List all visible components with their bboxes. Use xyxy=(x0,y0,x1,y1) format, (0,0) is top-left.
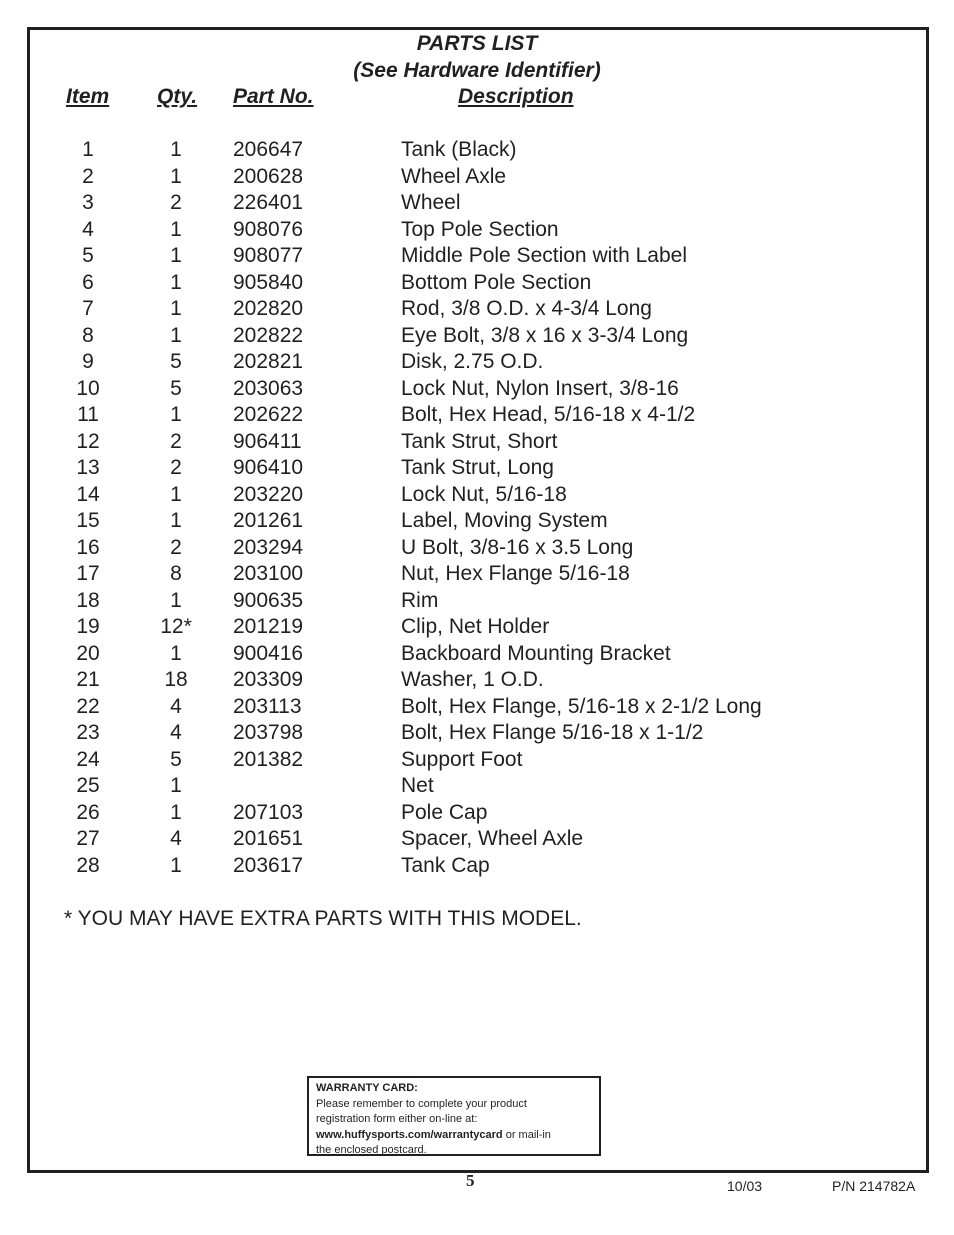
header-qty: Qty. xyxy=(157,85,198,108)
extra-parts-note: * YOU MAY HAVE EXTRA PARTS WITH THIS MODEL. xyxy=(64,907,582,930)
quantity: 1 xyxy=(170,588,182,612)
warranty-url-link[interactable]: www.huffysports.com/warrantycard xyxy=(316,1128,503,1141)
item-number: 6 xyxy=(82,270,94,294)
table-row xyxy=(0,271,954,298)
quantity: 1 xyxy=(170,270,182,294)
header-item: Item xyxy=(66,85,110,108)
item-number: 11 xyxy=(77,403,99,426)
part-number: 201219 xyxy=(233,615,304,638)
description: Wheel Axle xyxy=(401,164,507,188)
item-number: 12 xyxy=(76,429,100,453)
description: Tank (Black) xyxy=(401,138,517,161)
item-number: 21 xyxy=(76,668,100,691)
page-subtitle: (See Hardware Identifier) xyxy=(353,59,601,82)
quantity: 1 xyxy=(170,641,182,665)
page-number: 5 xyxy=(466,1171,475,1190)
table-row xyxy=(0,218,954,245)
description: Label, Moving System xyxy=(401,509,608,532)
part-number: 203113 xyxy=(233,694,302,718)
document-part-number: P/N 214782A xyxy=(832,1178,916,1194)
description: Bolt, Hex Flange 5/16-18 x 1-1/2 xyxy=(401,721,704,744)
description: Wheel xyxy=(401,191,461,214)
table-row xyxy=(0,430,954,457)
table-row xyxy=(0,668,954,695)
quantity: 1 xyxy=(170,138,182,161)
description: Nut, Hex Flange 5/16-18 xyxy=(401,562,630,585)
item-number: 4 xyxy=(82,217,94,241)
table-row xyxy=(0,854,954,881)
warranty-line-4: the enclosed postcard. xyxy=(316,1144,427,1156)
part-number: 905840 xyxy=(233,270,304,294)
part-number: 201651 xyxy=(233,827,304,850)
item-number: 24 xyxy=(76,747,100,771)
revision-date: 10/03 xyxy=(727,1178,763,1194)
description: U Bolt, 3/8-16 x 3.5 Long xyxy=(401,535,634,559)
header-part-no: Part No. xyxy=(233,85,314,108)
table-row xyxy=(0,774,954,801)
table-row xyxy=(0,509,954,536)
part-number: 906411 xyxy=(233,429,302,453)
quantity: 1 xyxy=(170,482,182,506)
warranty-line-1: Please remember to complete your product xyxy=(316,1097,527,1110)
part-number: 202822 xyxy=(233,323,304,347)
table-row xyxy=(0,801,954,828)
item-number: 13 xyxy=(76,456,100,479)
quantity: 1 xyxy=(170,164,182,188)
description: Backboard Mounting Bracket xyxy=(401,641,671,665)
table-row xyxy=(0,350,954,377)
table-row xyxy=(0,483,954,510)
part-number: 202821 xyxy=(233,350,304,373)
description: Tank Cap xyxy=(401,853,490,877)
part-number: 906410 xyxy=(233,456,304,479)
table-row xyxy=(0,403,954,430)
quantity: 2 xyxy=(170,456,182,479)
description: Eye Bolt, 3/8 x 16 x 3-3/4 Long xyxy=(401,323,689,347)
warranty-line-2: registration form either on-line at: xyxy=(316,1113,478,1125)
quantity: 2 xyxy=(170,191,182,214)
item-number: 2 xyxy=(82,164,94,188)
table-row xyxy=(0,642,954,669)
item-number: 26 xyxy=(76,800,100,824)
item-number: 9 xyxy=(82,350,94,373)
quantity: 2 xyxy=(170,535,182,559)
description: Net xyxy=(401,774,434,797)
quantity: 8 xyxy=(170,562,182,585)
part-number: 200628 xyxy=(233,164,304,188)
table-row xyxy=(0,827,954,854)
description: Tank Strut, Long xyxy=(401,456,554,479)
warranty-card-box xyxy=(307,1076,601,1156)
quantity: 1 xyxy=(170,244,182,267)
part-number: 908077 xyxy=(233,244,304,267)
table-row xyxy=(0,138,954,165)
description: Clip, Net Holder xyxy=(401,615,550,638)
part-number: 207103 xyxy=(233,800,304,824)
quantity: 1 xyxy=(170,509,182,532)
item-number: 27 xyxy=(76,827,100,850)
item-number: 7 xyxy=(82,297,94,320)
quantity: 5 xyxy=(170,747,182,771)
item-number: 17 xyxy=(76,562,100,585)
table-row xyxy=(0,721,954,748)
description: Bottom Pole Section xyxy=(401,270,592,294)
item-number: 19 xyxy=(76,615,100,638)
item-number: 28 xyxy=(76,853,100,877)
description: Pole Cap xyxy=(401,800,488,824)
description: Disk, 2.75 O.D. xyxy=(401,350,544,373)
description: Spacer, Wheel Axle xyxy=(401,827,584,850)
table-row xyxy=(0,191,954,218)
description: Bolt, Hex Flange, 5/16-18 x 2-1/2 Long xyxy=(401,694,762,718)
table-row xyxy=(0,695,954,722)
part-number: 203100 xyxy=(233,562,304,585)
quantity: 18 xyxy=(164,668,188,691)
warranty-line-3: or mail-in xyxy=(502,1128,551,1141)
item-number: 16 xyxy=(76,535,100,559)
part-number: 206647 xyxy=(233,138,304,161)
item-number: 18 xyxy=(76,588,100,612)
part-number: 203309 xyxy=(233,668,304,691)
item-number: 8 xyxy=(82,323,94,347)
part-number: 900635 xyxy=(233,588,304,612)
quantity: 1 xyxy=(170,403,182,426)
quantity: 5 xyxy=(170,376,182,400)
part-number: 900416 xyxy=(233,641,304,665)
part-number: 226401 xyxy=(233,191,304,214)
quantity: 4 xyxy=(170,721,182,744)
part-number: 202820 xyxy=(233,297,304,320)
description: Middle Pole Section with Label xyxy=(401,244,688,267)
part-number: 201261 xyxy=(233,509,304,532)
description: Bolt, Hex Head, 5/16-18 x 4-1/2 xyxy=(401,403,696,426)
part-number: 202622 xyxy=(233,403,304,426)
description: Rod, 3/8 O.D. x 4-3/4 Long xyxy=(401,297,652,320)
table-row xyxy=(0,536,954,563)
quantity: 1 xyxy=(170,323,182,347)
quantity: 1 xyxy=(170,297,182,320)
item-number: 14 xyxy=(76,482,100,506)
item-number: 10 xyxy=(76,376,100,400)
table-row xyxy=(0,324,954,351)
description: Washer, 1 O.D. xyxy=(401,668,544,691)
table-row xyxy=(0,562,954,589)
quantity: 12* xyxy=(160,615,192,638)
header-description: Description xyxy=(458,85,574,108)
quantity: 4 xyxy=(170,827,182,850)
quantity: 1 xyxy=(170,800,182,824)
part-number: 203063 xyxy=(233,376,304,400)
description: Support Foot xyxy=(401,747,523,771)
description: Lock Nut, Nylon Insert, 3/8-16 xyxy=(401,376,679,400)
item-number: 25 xyxy=(76,774,100,797)
part-number: 203294 xyxy=(233,535,304,559)
description: Rim xyxy=(401,588,439,612)
part-number: 908076 xyxy=(233,217,304,241)
description: Tank Strut, Short xyxy=(401,429,558,453)
quantity: 4 xyxy=(170,694,182,718)
item-number: 15 xyxy=(76,509,100,532)
item-number: 20 xyxy=(76,641,100,665)
table-row xyxy=(0,456,954,483)
item-number: 23 xyxy=(76,721,100,744)
part-number: 201382 xyxy=(233,747,304,771)
table-row xyxy=(0,589,954,616)
page-title: PARTS LIST xyxy=(416,32,538,55)
table-row xyxy=(0,165,954,192)
table-row xyxy=(0,244,954,271)
part-number: 203617 xyxy=(233,853,304,877)
item-number: 22 xyxy=(76,694,100,718)
item-number: 3 xyxy=(82,191,94,214)
table-row xyxy=(0,748,954,775)
table-row xyxy=(0,377,954,404)
table-row xyxy=(0,297,954,324)
parts-table xyxy=(0,138,954,880)
warranty-heading: WARRANTY CARD: xyxy=(316,1082,418,1094)
quantity: 1 xyxy=(170,217,182,241)
quantity: 5 xyxy=(170,350,182,373)
item-number: 1 xyxy=(82,138,94,161)
quantity: 1 xyxy=(170,774,182,797)
description: Top Pole Section xyxy=(401,217,559,241)
quantity: 2 xyxy=(170,429,182,453)
quantity: 1 xyxy=(170,853,182,877)
part-number: 203798 xyxy=(233,721,304,744)
table-row xyxy=(0,615,954,642)
item-number: 5 xyxy=(82,244,94,267)
part-number: 203220 xyxy=(233,482,304,506)
description: Lock Nut, 5/16-18 xyxy=(401,482,567,506)
